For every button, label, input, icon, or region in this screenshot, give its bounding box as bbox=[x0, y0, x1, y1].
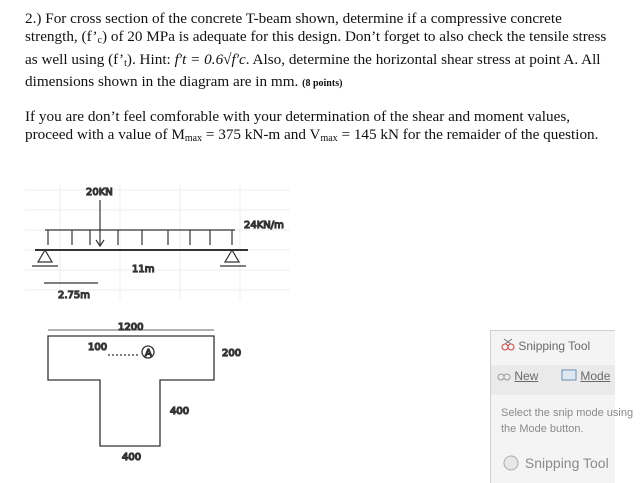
t-section-outline bbox=[48, 336, 214, 446]
flange-depth-label: 200 bbox=[222, 348, 242, 359]
distributed-load-label: 24KN/m bbox=[244, 220, 284, 231]
web-depth-label: 400 bbox=[170, 406, 190, 417]
mode-label: Mode bbox=[580, 369, 611, 383]
points-badge: (8 points) bbox=[302, 78, 343, 90]
snipping-tool-footer bbox=[501, 455, 609, 474]
mode-rect-icon bbox=[561, 369, 577, 384]
t-section bbox=[48, 322, 241, 463]
snipping-tool-window[interactable] bbox=[490, 330, 634, 483]
mode-button[interactable] bbox=[561, 369, 610, 384]
q2-text-a: If you are don’t feel comforable with your determination of the shear and moment values, proceed with a value of M bbox=[25, 107, 571, 144]
q2-sub-max1: max bbox=[184, 133, 203, 145]
new-snip-label: New bbox=[514, 369, 539, 383]
flange-width-label: 1200 bbox=[118, 322, 144, 333]
span-label: 11m bbox=[132, 264, 155, 275]
hint-formula: f′t = 0.6√f′c bbox=[174, 50, 246, 68]
q1-text-c: ). Hint: bbox=[126, 50, 175, 68]
web-offset-label: 100 bbox=[88, 342, 108, 353]
beam-diagram bbox=[32, 187, 284, 301]
q2-text-b: = 375 kN-m and V bbox=[202, 126, 321, 144]
right-support-icon bbox=[225, 250, 239, 262]
q1-text-a: 2.) For cross section of the concrete T-beam shown, determine if a compressive concrete strength, (f’ bbox=[25, 10, 562, 46]
snipping-tool-title bbox=[501, 339, 590, 354]
snipping-tool-app-icon bbox=[501, 455, 521, 474]
snipping-tool-footer-text: Snipping Tool bbox=[524, 455, 609, 472]
point-load-label: 20KN bbox=[86, 187, 113, 198]
q1-text-b: ) of 20 MPa is adequate for this design. Don’t forget to also check the tensile stress as well using (f’ bbox=[25, 28, 607, 68]
new-snip-icon bbox=[497, 369, 511, 384]
snipping-tool-title-text: Snipping Tool bbox=[518, 339, 591, 353]
point-a-label: A bbox=[145, 348, 152, 359]
overhang-label: 2.75m bbox=[58, 290, 91, 301]
scissors-icon bbox=[501, 339, 515, 354]
left-support-icon bbox=[38, 250, 52, 262]
q1-sub-t: t bbox=[124, 57, 127, 69]
web-width-label: 400 bbox=[122, 452, 142, 463]
new-snip-button[interactable] bbox=[497, 369, 538, 384]
q2-sub-max2: max bbox=[320, 133, 338, 145]
snipping-tool-hint: Select the snip mode using the Mode button. bbox=[501, 407, 634, 435]
q1-sub-c: c bbox=[97, 35, 102, 47]
q2-text-c: = 145 kN for the remaider of the question. bbox=[337, 126, 599, 144]
q1-text-d: . Also, determine the horizontal shear stress at point A. All dimensions shown in the diagram are in mm. bbox=[25, 50, 601, 91]
distributed-load-arrows bbox=[48, 230, 232, 245]
